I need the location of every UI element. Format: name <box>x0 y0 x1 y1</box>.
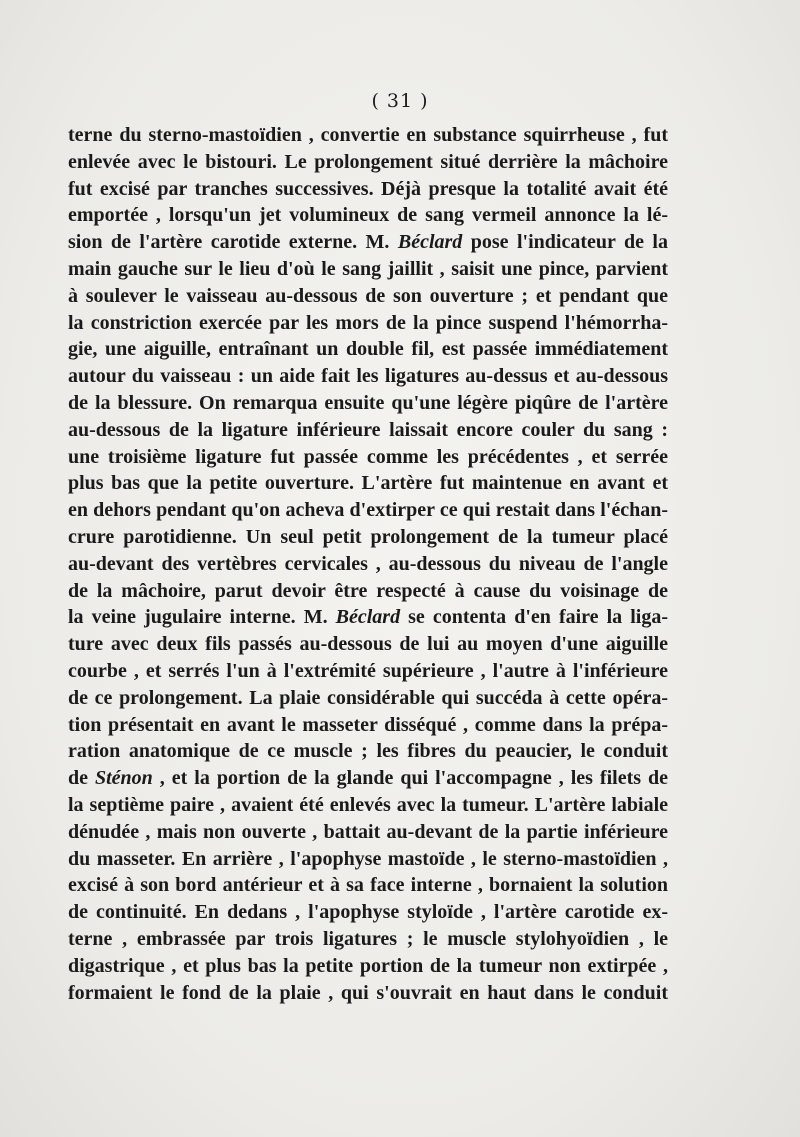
text-run: ration anatomique de ce muscle ; les fibres du peaucier, le conduit <box>68 740 668 763</box>
text-line <box>68 363 668 390</box>
italic-name: Sténon <box>94 767 153 790</box>
text-run: du masseter. En arrière , l'apophyse mastoïde , le sterno-mastoïdien , <box>68 847 668 870</box>
text-run: sion de l'artère carotide externe. M. <box>68 231 398 254</box>
text-line <box>68 792 668 819</box>
text-run: pose l'indicateur de la <box>462 231 668 254</box>
text-line <box>68 444 668 471</box>
text-line <box>68 283 668 310</box>
text-line <box>68 202 668 229</box>
text-run: en dehors pendant qu'on acheva d'extirper ce qui restait dans l'échan- <box>68 499 668 522</box>
text-run: de la blessure. On remarqua ensuite qu'une légère piqûre de l'artère <box>68 391 668 414</box>
text-line <box>68 685 668 712</box>
text-run: crure parotidienne. Un seul petit prolongement de la tumeur placé <box>68 525 668 548</box>
text-run: enlevée avec le bistouri. Le prolongement situé derrière la mâchoire <box>68 150 668 173</box>
text-line <box>68 578 668 605</box>
text-run: de la mâchoire, parut devoir être respecté à cause du voisinage de <box>68 579 668 602</box>
text-run: la constriction exercée par les mors de la pince suspend l'hémorrha- <box>68 311 668 334</box>
text-line <box>68 712 668 739</box>
text-line <box>68 819 668 846</box>
text-line <box>68 631 668 658</box>
text-line <box>68 872 668 899</box>
text-line <box>68 551 668 578</box>
text-line <box>68 229 668 256</box>
text-line <box>68 122 668 149</box>
text-run: plus bas que la petite ouverture. L'artère fut maintenue en avant et <box>68 472 668 495</box>
text-line <box>68 497 668 524</box>
text-line <box>68 176 668 203</box>
text-line <box>68 336 668 363</box>
text-line <box>68 738 668 765</box>
text-run: de ce prolongement. La plaie considérable qui succéda à cette opéra- <box>68 686 668 709</box>
text-run: fut excisé par tranches successives. Déjà presque la totalité avait été <box>68 177 668 200</box>
text-run: la septième paire , avaient été enlevés avec la tumeur. L'artère labiale <box>68 793 668 816</box>
text-run: terne , embrassée par trois ligatures ; le muscle stylohyoïdien , le <box>68 927 668 950</box>
text-run: dénudée , mais non ouverte , battait au-devant de la partie inférieure <box>68 820 668 843</box>
text-run: formaient le fond de la plaie , qui s'ouvrait en haut dans le conduit <box>68 981 668 1004</box>
text-run: ture avec deux fils passés au-dessous de lui au moyen d'une aiguille <box>68 633 668 656</box>
text-line <box>68 390 668 417</box>
text-run: digastrique , et plus bas la petite portion de la tumeur non extirpée , <box>68 954 668 977</box>
text-run: excisé à son bord antérieur et à sa face interne , bornaient la solution <box>68 874 668 897</box>
text-line <box>68 980 668 1007</box>
text-run: au-dessous de la ligature inférieure laissait encore couler du sang : <box>68 418 668 441</box>
text-run: gie, une aiguille, entraînant un double fil, est passée immédiatement <box>68 338 668 361</box>
text-run: courbe , et serrés l'un à l'extrémité supérieure , l'autre à l'inférieure <box>68 659 668 682</box>
text-run: tion présentait en avant le masseter disséqué , comme dans la prépa- <box>68 713 668 736</box>
body-paragraph <box>68 122 668 1006</box>
text-run: se contenta d'en faire la liga- <box>400 606 668 629</box>
text-line <box>68 310 668 337</box>
text-line <box>68 149 668 176</box>
text-run: , et la portion de la glande qui l'accompagne , les filets de <box>152 767 668 790</box>
text-run: une troisième ligature fut passée comme les précédentes , et serrée <box>68 445 668 468</box>
text-line <box>68 470 668 497</box>
text-line <box>68 256 668 283</box>
text-run: la veine jugulaire interne. M. <box>68 606 336 629</box>
text-line <box>68 846 668 873</box>
text-line <box>68 765 668 792</box>
text-run: main gauche sur le lieu d'où le sang jaillit , saisit une pince, parvient <box>68 257 668 280</box>
page-number: ( 31 ) <box>371 90 429 112</box>
text-run: au-devant des vertèbres cervicales , au-dessous du niveau de l'angle <box>68 552 668 575</box>
text-line <box>68 899 668 926</box>
text-run: emportée , lorsqu'un jet volumineux de sang vermeil annonce la lé- <box>68 204 668 227</box>
text-run: de continuité. En dedans , l'apophyse styloïde , l'artère carotide ex- <box>68 901 668 924</box>
text-run: de <box>68 767 95 790</box>
text-line <box>68 926 668 953</box>
text-line <box>68 658 668 685</box>
text-line <box>68 953 668 980</box>
italic-name: Béclard <box>335 606 401 629</box>
text-run: à soulever le vaisseau au-dessous de son ouverture ; et pendant que <box>68 284 668 307</box>
text-line <box>68 524 668 551</box>
italic-name: Béclard <box>397 231 463 254</box>
text-line <box>68 417 668 444</box>
text-run: terne du sterno-mastoïdien , convertie en substance squirrheuse , fut <box>68 124 668 146</box>
text-run: autour du vaisseau : un aide fait les ligatures au-dessus et au-dessous <box>68 365 668 388</box>
text-line <box>68 604 668 631</box>
